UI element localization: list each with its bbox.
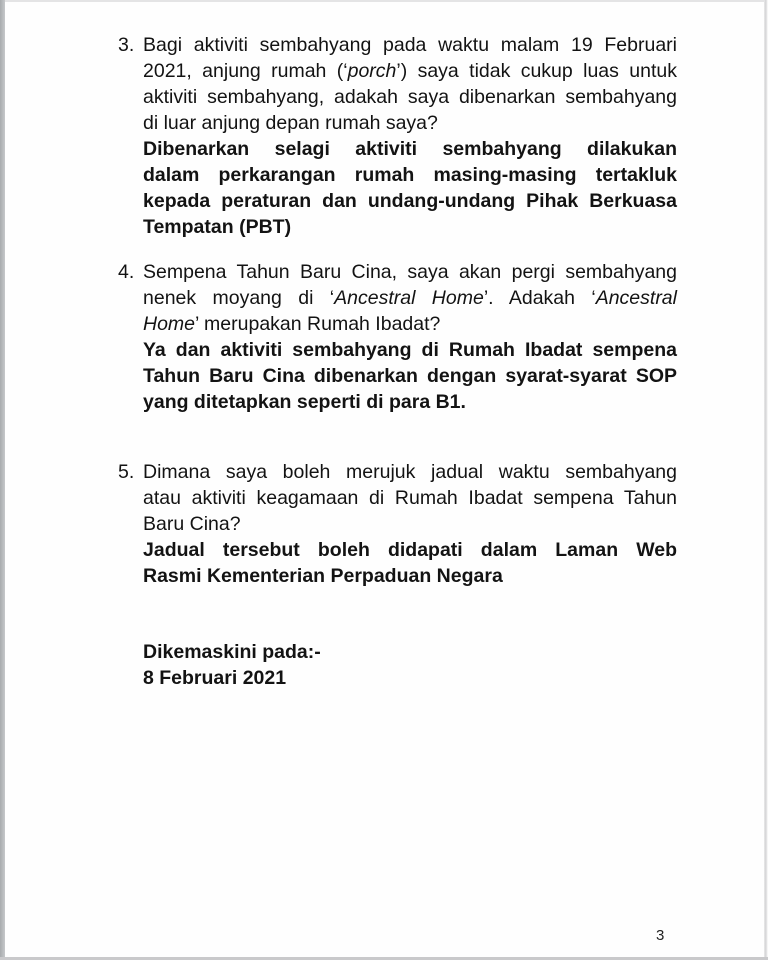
italic-term-porch: porch bbox=[347, 60, 397, 82]
italic-term-ancestral: Ancestral bbox=[595, 287, 677, 309]
updated-footer bbox=[118, 639, 677, 691]
question-line bbox=[143, 58, 677, 84]
scan-edge-right bbox=[764, 0, 768, 960]
italic-term-ancestral-home: Ancestral Home bbox=[334, 287, 484, 309]
question-line bbox=[143, 311, 677, 337]
question-line: atau aktiviti keagamaan di Rumah Ibadat sempena Tahun bbox=[143, 487, 677, 509]
faq-item-4 bbox=[118, 259, 677, 415]
updated-label: Dikemaskini pada:- bbox=[143, 641, 321, 663]
question-segment: ’. Adakah ‘ bbox=[483, 287, 596, 309]
answer-text bbox=[143, 337, 677, 415]
answer-line: yang ditetapkan seperti di para B1. bbox=[143, 391, 466, 413]
scan-edge-left bbox=[0, 0, 5, 960]
question-line: Dimana saya boleh merujuk jadual waktu sembahyang bbox=[143, 461, 677, 483]
question-text bbox=[143, 459, 677, 537]
question-segment: ’) saya tidak cukup luas untuk bbox=[396, 60, 677, 82]
question-segment: 2021, anjung rumah (‘ bbox=[143, 60, 348, 82]
faq-content bbox=[118, 32, 677, 691]
question-line: Bagi aktiviti sembahyang pada waktu malam 19 Februari bbox=[143, 34, 677, 56]
scan-edge-top bbox=[0, 0, 768, 2]
question-segment: nenek moyang di ‘ bbox=[143, 287, 335, 309]
question-line: aktiviti sembahyang, adakah saya dibenarkan sembahyang bbox=[143, 86, 677, 108]
question-line bbox=[143, 285, 677, 311]
item-number: 4. bbox=[118, 261, 135, 283]
faq-item-5 bbox=[118, 459, 677, 589]
answer-text bbox=[143, 136, 677, 240]
item-number: 5. bbox=[118, 461, 135, 483]
item-body bbox=[143, 32, 677, 240]
answer-text bbox=[143, 537, 677, 589]
item-number: 3. bbox=[118, 34, 135, 56]
question-text bbox=[143, 32, 677, 136]
faq-item-3 bbox=[118, 32, 677, 240]
question-line: Sempena Tahun Baru Cina, saya akan pergi sembahyang bbox=[143, 261, 677, 283]
page-number: 3 bbox=[656, 927, 665, 944]
answer-line: Ya dan aktiviti sembahyang di Rumah Ibadat sempena bbox=[143, 339, 677, 361]
italic-term-home: Home bbox=[143, 313, 196, 335]
answer-line: dalam perkarangan rumah masing-masing tertakluk bbox=[143, 164, 677, 186]
question-line: Baru Cina? bbox=[143, 513, 241, 535]
item-body bbox=[143, 459, 677, 589]
item-body bbox=[143, 259, 677, 415]
question-text bbox=[143, 259, 677, 337]
answer-line: Rasmi Kementerian Perpaduan Negara bbox=[143, 565, 503, 587]
updated-date: 8 Februari 2021 bbox=[143, 667, 287, 689]
answer-line: Tahun Baru Cina dibenarkan dengan syarat-syarat SOP bbox=[143, 365, 677, 387]
question-segment: ’ merupakan Rumah Ibadat? bbox=[195, 313, 441, 335]
answer-line: Dibenarkan selagi aktiviti sembahyang dilakukan bbox=[143, 138, 677, 160]
answer-line: kepada peraturan dan undang-undang Pihak Berkuasa bbox=[143, 190, 677, 212]
question-line: di luar anjung depan rumah saya? bbox=[143, 112, 438, 134]
answer-line: Tempatan (PBT) bbox=[143, 216, 292, 238]
answer-line: Jadual tersebut boleh didapati dalam Laman Web bbox=[143, 539, 677, 561]
